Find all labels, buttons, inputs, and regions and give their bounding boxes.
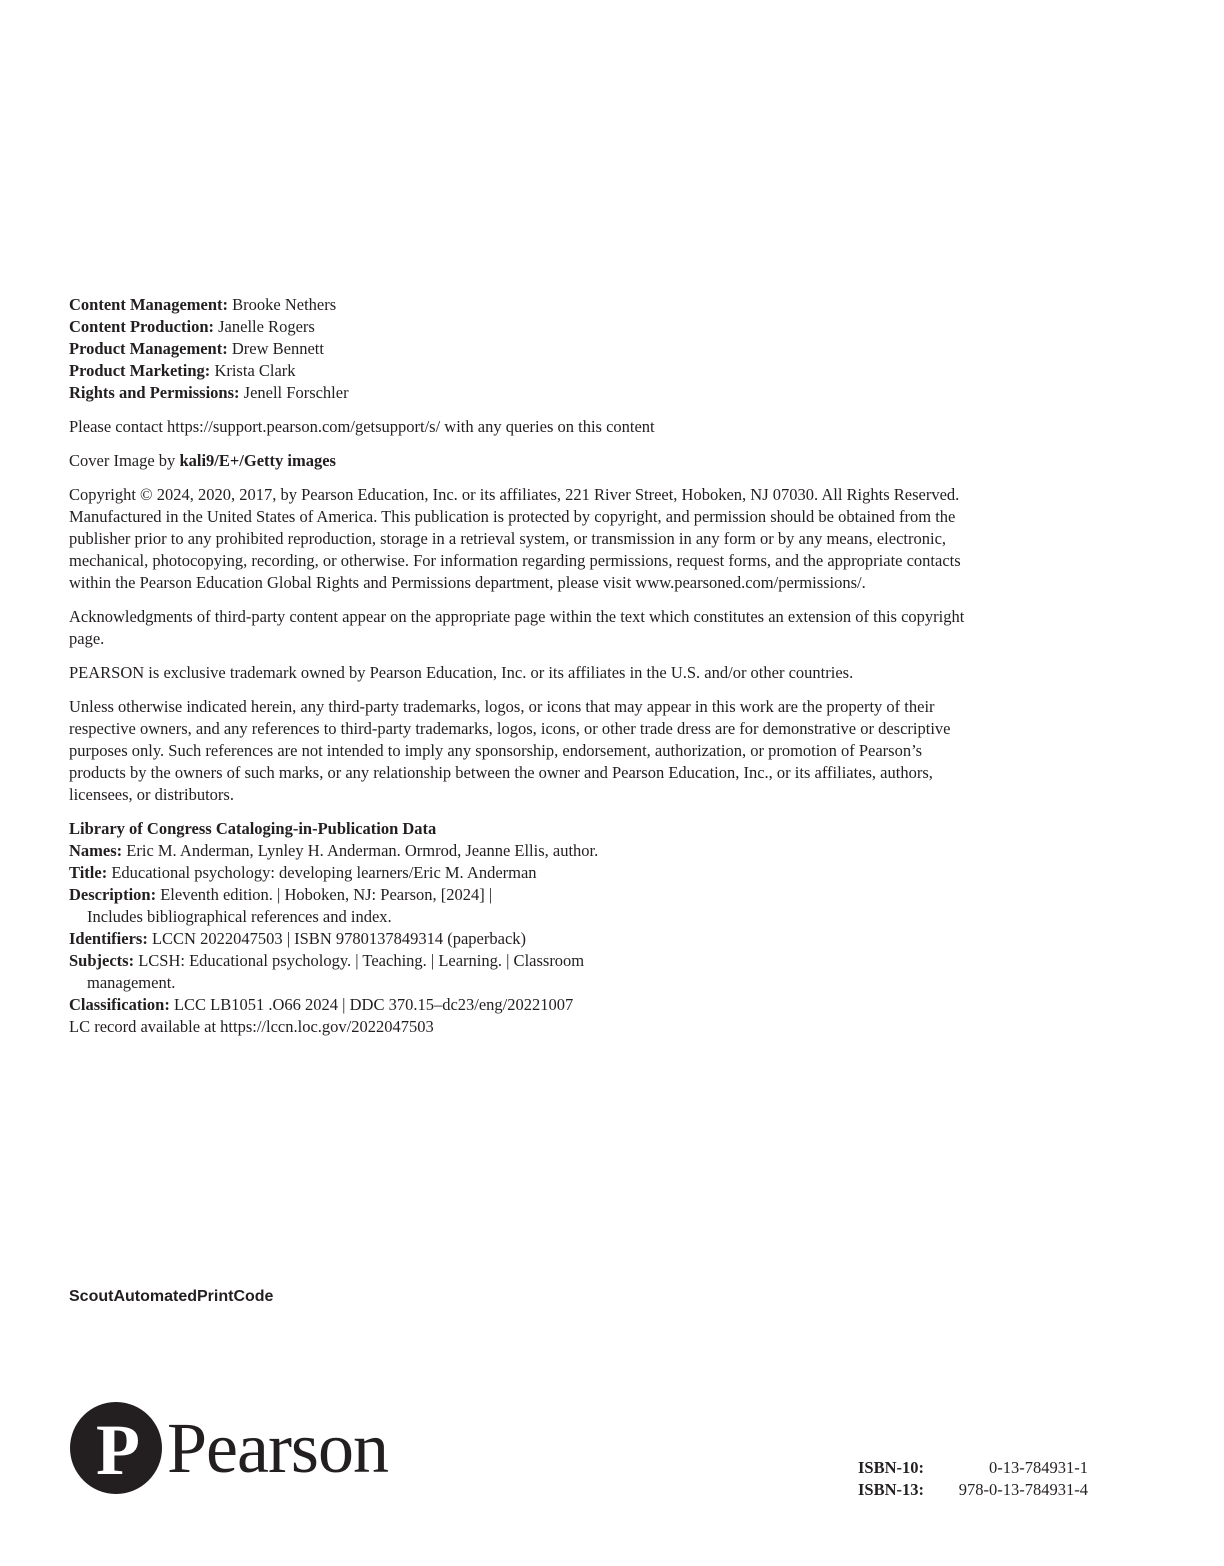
copyright-paragraph: Copyright © 2024, 2020, 2017, by Pearson Education, Inc. or its affiliates, 221 River Street, Hoboken, NJ 07030. All Rights Reserved. Manufactured in the United States of America. This publication is protected by copyright, and permission should be obtained from the publisher prior to any prohibited reproduction, storage in a retrieval system, or transmission in any form or by any means, electronic, mechanical, photocopying, recording, or otherwise. For information regarding permissions, request forms, and the appropriate contacts within the Pearson Education Global Rights and Permissions department, please visit www.pearsoned.com/permissions/.	[69, 485, 961, 592]
credits-block	[69, 294, 969, 404]
credit-label: Product Marketing:	[69, 361, 211, 380]
isbn-10-label: ISBN-10:	[858, 1458, 925, 1477]
credit-line	[69, 360, 969, 382]
credit-line	[69, 382, 969, 404]
credit-label: Content Management:	[69, 295, 229, 314]
cip-label: Subjects:	[69, 951, 135, 970]
cip-value: LCSH: Educational psychology. | Teaching. | Learning. | Classroom	[134, 951, 585, 970]
pearson-wordmark: Pearson	[167, 1408, 388, 1488]
third-party-paragraph: Unless otherwise indicated herein, any third-party trademarks, logos, or icons that may appear in this work are the property of their respective owners, and any references to third-party trademarks, logos, icons, or other trade dress are for demonstrative or descriptive purposes only. Such references are not intended to imply any sponsorship, endorsement, authorization, or promotion of Pearson’s products by the owners of such marks, or any relationship between the owner and Pearson Education, Inc., or its affiliates, authors, licensees, or distributors.	[69, 697, 951, 804]
copyright-page-body	[69, 294, 969, 1038]
pearson-logo	[68, 1400, 388, 1496]
emblem-letter: P	[96, 1410, 140, 1490]
isbn-10-row	[858, 1457, 1098, 1479]
cip-value: Eleventh edition. | Hoboken, NJ: Pearson, [2024] |	[156, 885, 493, 904]
cip-label: Title:	[69, 863, 108, 882]
credit-value: Janelle Rogers	[214, 317, 315, 336]
isbn-13-label: ISBN-13:	[858, 1480, 925, 1499]
cip-label: Identifiers:	[69, 929, 148, 948]
contact-line: Please contact https://support.pearson.com/getsupport/s/ with any queries on this content	[69, 417, 655, 436]
acknowledgments-paragraph: Acknowledgments of third-party content appear on the appropriate page within the text which constitutes an extension of this copyright page.	[69, 607, 965, 648]
credit-label: Content Production:	[69, 317, 214, 336]
cip-block	[69, 818, 969, 1038]
cip-identifiers	[69, 928, 969, 950]
cip-value: LCC LB1051 .O66 2024 | DDC 370.15–dc23/eng/20221007	[169, 995, 574, 1014]
credit-value: Brooke Nethers	[228, 295, 337, 314]
cip-description	[69, 884, 969, 906]
cip-value: LCCN 2022047503 | ISBN 9780137849314 (paperback)	[147, 929, 527, 948]
cover-credit	[69, 450, 969, 472]
credit-label: Rights and Permissions:	[69, 383, 240, 402]
cip-description-cont: Includes bibliographical references and index.	[87, 907, 392, 926]
credit-line	[69, 316, 969, 338]
credit-line	[69, 338, 969, 360]
credit-value: Krista Clark	[210, 361, 296, 380]
credit-line	[69, 294, 969, 316]
pearson-emblem-icon	[68, 1400, 164, 1496]
cip-value: Eric M. Anderman, Lynley H. Anderman. Ormrod, Jeanne Ellis, author.	[122, 841, 599, 860]
isbn-13-value: 978-0-13-784931-4	[958, 1480, 1088, 1499]
cip-label: Names:	[69, 841, 123, 860]
trademark-paragraph: PEARSON is exclusive trademark owned by Pearson Education, Inc. or its affiliates in the U.S. and/or other countries.	[69, 663, 854, 682]
isbn-block	[858, 1457, 1098, 1501]
cover-credit-prefix: Cover Image by	[69, 451, 180, 470]
print-code: ScoutAutomatedPrintCode	[69, 1288, 274, 1305]
cip-title	[69, 862, 969, 884]
cip-subjects	[69, 950, 969, 972]
cip-heading: Library of Congress Cataloging-in-Publication Data	[69, 819, 437, 838]
credit-value: Drew Bennett	[227, 339, 324, 358]
credit-label: Product Management:	[69, 339, 228, 358]
cip-record: LC record available at https://lccn.loc.gov/2022047503	[69, 1017, 434, 1036]
cip-classification	[69, 994, 969, 1016]
cip-value: Educational psychology: developing learners/Eric M. Anderman	[107, 863, 537, 882]
cip-label: Description:	[69, 885, 157, 904]
isbn-13-row	[858, 1479, 1098, 1501]
credit-value: Jenell Forschler	[239, 383, 349, 402]
cip-label: Classification:	[69, 995, 170, 1014]
cover-credit-source: kali9/E+/Getty images	[179, 451, 336, 470]
isbn-10-value: 0-13-784931-1	[989, 1458, 1088, 1477]
cip-names	[69, 840, 969, 862]
cip-subjects-cont: management.	[87, 973, 176, 992]
